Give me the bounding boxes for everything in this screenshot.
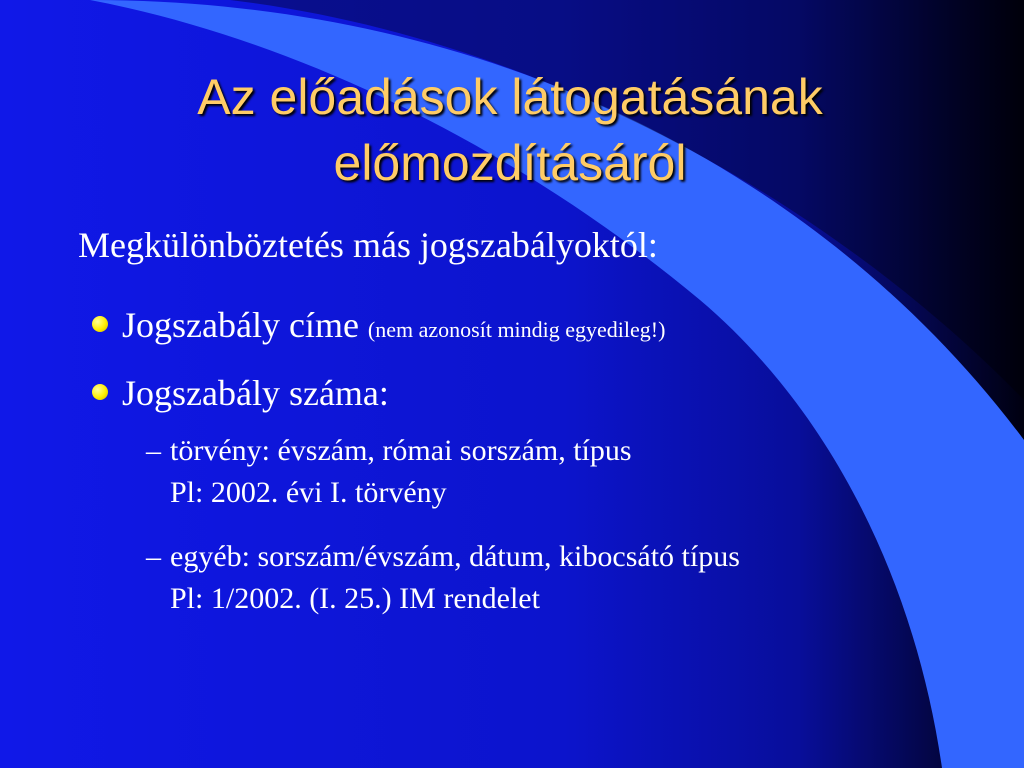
slide-title-line2: előmozdításáról: [333, 135, 687, 191]
bullet-item-title: [92, 304, 665, 346]
sub-item-line2: Pl: 1/2002. (I. 25.) IM rendelet: [170, 582, 540, 615]
sub-item-line1: egyéb: sorszám/évszám, dátum, kibocsátó típus: [170, 540, 740, 573]
sub-item-other: [146, 536, 740, 620]
slide-subtitle: Megkülönböztetés más jogszabályoktól:: [78, 225, 658, 265]
bullet-item-note: (nem azonosít mindig egyedileg!): [367, 317, 666, 342]
bullet-item-text: Jogszabály száma:: [122, 373, 389, 413]
slide-title: [60, 64, 960, 196]
bullet-item-text: Jogszabály címe: [122, 305, 359, 345]
slide-title-line1: Az előadások látogatásának: [197, 69, 823, 125]
sub-item-law: [146, 430, 632, 514]
sub-item-line2: Pl: 2002. évi I. törvény: [170, 476, 447, 509]
dash-symbol: –: [146, 540, 161, 573]
bullet-dot-icon: [92, 316, 108, 332]
bullet-item-number: [92, 372, 389, 414]
bullet-dot-icon: [92, 384, 108, 400]
dash-symbol: –: [146, 434, 161, 467]
sub-item-line1: törvény: évszám, római sorszám, típus: [170, 434, 632, 467]
